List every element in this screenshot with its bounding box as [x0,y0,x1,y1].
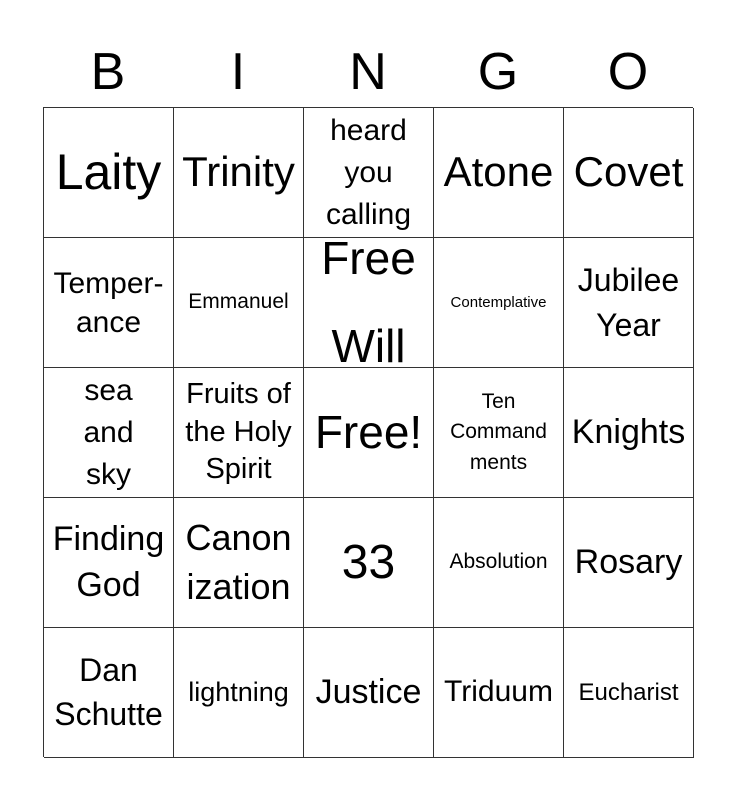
bingo-cell[interactable] [434,628,564,758]
header-letter-i: I [230,43,246,101]
bingo-cell[interactable] [564,238,694,368]
header-letter-n: N [349,43,387,101]
bingo-cell-label: Atone [443,148,554,196]
bingo-cell[interactable] [434,108,564,238]
bingo-cell-label: Canon ization [185,516,292,607]
bingo-cell[interactable] [174,628,304,758]
bingo-cell-label: Rosary [574,542,683,581]
bingo-cell[interactable] [174,238,304,368]
bingo-cell[interactable] [304,628,434,758]
bingo-cell-label: Absolution [449,550,548,574]
bingo-cell-label: Fruits of the Holy Spirit [185,377,292,486]
bingo-cell-label: Triduum [444,675,553,709]
bingo-cell-label: Knights [571,412,686,451]
header-letter-g: G [477,43,519,101]
bingo-cell-label: Eucharist [578,678,679,706]
bingo-header [43,40,693,104]
bingo-cell-label: Contemplative [450,293,547,311]
bingo-cell-label: Emmanuel [188,290,289,314]
bingo-cell-label: heard you calling [325,113,412,231]
header-letter-o: O [607,43,649,101]
bingo-cell[interactable] [44,628,174,758]
bingo-cell[interactable] [434,498,564,628]
bingo-cell[interactable] [564,628,694,758]
bingo-cell[interactable] [564,368,694,498]
bingo-cell-label: Jubilee Year [577,261,680,343]
bingo-cell[interactable] [564,108,694,238]
bingo-card-grid [43,107,693,757]
bingo-cell-label: Justice [315,672,422,711]
bingo-cell-label: 33 [341,535,396,589]
bingo-cell-label: Covet [573,148,684,196]
bingo-cell-label: sea and sky [83,373,134,491]
bingo-cell[interactable] [174,498,304,628]
bingo-cell-label: Finding God [52,519,165,604]
bingo-cell-label: Free Will [321,238,416,368]
bingo-cell-label: Laity [55,143,162,200]
bingo-cell-label: lightning [188,676,289,707]
header-letter-b: B [90,43,126,101]
bingo-cell-label: Ten Command ments [450,389,547,474]
bingo-cell[interactable] [304,368,434,498]
bingo-cell[interactable] [44,368,174,498]
bingo-cell[interactable] [174,368,304,498]
bingo-cell-label: Temper- ance [53,266,164,339]
bingo-cell[interactable] [44,108,174,238]
bingo-cell[interactable] [564,498,694,628]
bingo-cell[interactable] [44,238,174,368]
bingo-cell-label: Trinity [182,148,295,196]
bingo-cell[interactable] [304,498,434,628]
bingo-cell[interactable] [174,108,304,238]
bingo-cell[interactable] [304,108,434,238]
bingo-cell[interactable] [434,238,564,368]
bingo-cell[interactable] [304,238,434,368]
bingo-cell-label: Free! [314,406,423,459]
bingo-cell[interactable] [44,498,174,628]
bingo-cell-label: Dan Schutte [54,652,163,732]
bingo-cell[interactable] [434,368,564,498]
